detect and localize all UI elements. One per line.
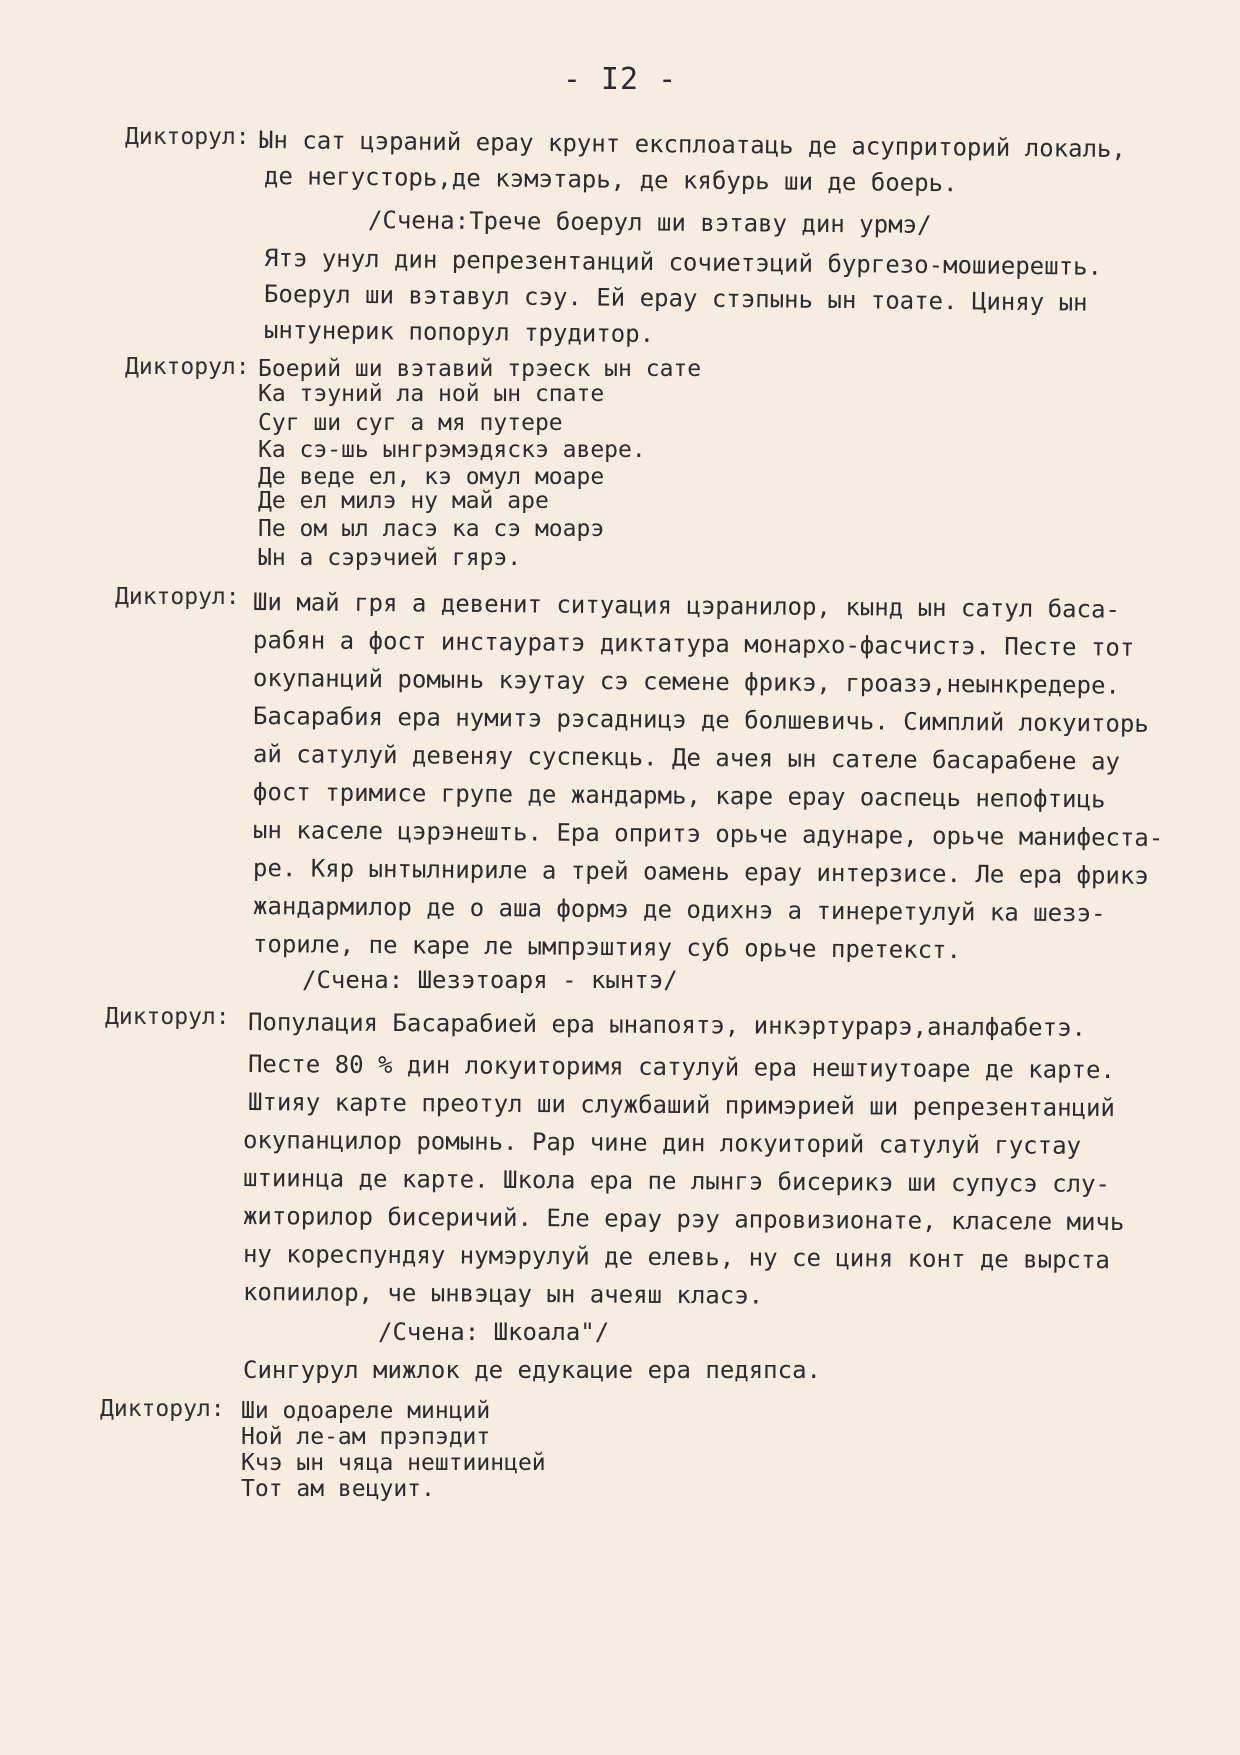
text-line: Популация Басарабией ера ынапоятэ, инкэртурарэ,аналфабетэ. bbox=[247, 1008, 1087, 1042]
verse-line: Ка сэ-шь ынгрэмэдяскэ авере. bbox=[258, 437, 646, 463]
text-line: копиилор, че ынвэцау ын ачеяш класэ. bbox=[242, 1278, 764, 1310]
text-line: жандармилор де о аша формэ де одихнэ а тинеретулуй ка шезэ- bbox=[252, 892, 1106, 928]
verse-line: Тот ам вецуит. bbox=[241, 1476, 435, 1502]
text-line: Ши май гря а девенит ситуация цэранилор, кынд ын сатул баса- bbox=[252, 588, 1121, 624]
text-line: Штияу карте преотул ши службаший примэрией ши репрезентанций bbox=[247, 1088, 1116, 1123]
text-line: Боерул ши вэтавул сэу. Ей ерау стэпынь ын тоате. Циняу ын bbox=[263, 280, 1088, 317]
speaker-label: Дикторул: bbox=[115, 584, 240, 610]
text-line: окупанцилор ромынь. Рар чине дин локуиторий сатулуй густау bbox=[242, 1126, 1082, 1160]
speaker-label: Дикторул: bbox=[125, 124, 250, 150]
speaker-label: Дикторул: bbox=[100, 1396, 225, 1422]
verse-line: Ка тэуний ла ной ын спате bbox=[258, 381, 605, 407]
verse-line: Суг ши суг а мя путере bbox=[258, 410, 563, 436]
stage-direction: /Счена: Шкоала"/ bbox=[378, 1318, 610, 1346]
text-line: штиинца де карте. Школа ера пе лынгэ бисерикэ ши супусэ слу- bbox=[242, 1164, 1111, 1199]
speaker-label: Дикторул: bbox=[105, 1004, 230, 1030]
verse-line: Ши одоареле минций bbox=[241, 1398, 491, 1424]
text-line: окупанций ромынь кэутау сэ семене фрикэ, гроазэ,неынкредере. bbox=[252, 664, 1121, 700]
text-line: Басарабия ера нумитэ рэсадницэ де болшевичь. Симплий локуиторь bbox=[252, 702, 1149, 738]
text-line: Песте 80 % дин локуиторимя сатулуй ера нештиутоаре де карте. bbox=[247, 1050, 1116, 1085]
text-line: ын каселе цэрэнешть. Ера опритэ орьче адунаре, орьче манифеста- bbox=[252, 816, 1164, 852]
speaker-label: Дикторул: bbox=[125, 354, 250, 380]
text-line: ре. Кяр ынтылнириле а трей оамень ерау интерзисе. Ле ера фрикэ bbox=[252, 854, 1149, 890]
text-line: де негусторь,де кэмэтарь, де кябурь ши де боерь. bbox=[263, 162, 958, 198]
verse-line: Ын а сэрэчией гярэ. bbox=[258, 545, 522, 571]
text-line: ай сатулуй девеняу суспекць. Де ачея ын сателе басарабене ау bbox=[252, 740, 1121, 776]
text-line: Ятэ унул дин репрезентанций сочиетэций бургезо-мошиерешть. bbox=[263, 244, 1103, 281]
verse-line: Пе ом ыл ласэ ка сэ моарэ bbox=[258, 516, 605, 542]
text-line: Сингурул мижлок де едукацие ера педяпса. bbox=[243, 1356, 821, 1384]
verse-line: Ной ле-ам прэпэдит bbox=[241, 1424, 491, 1450]
text-line: ториле, пе каре ле ымпрэштияу суб орьче претекст. bbox=[252, 930, 962, 965]
text-line: ну кореспундяу нумэрулуй де елевь, ну се циня конт де вырста bbox=[242, 1240, 1111, 1275]
text-line: ынтунерик попорул трудитор. bbox=[263, 316, 655, 349]
page-number: - I2 - bbox=[562, 62, 678, 97]
stage-direction: /Счена:Трече боерул ши вэтаву дин урмэ/ bbox=[367, 206, 932, 239]
text-line: Ын сат цэраний ерау крунт експлоатаць де асуприторий локаль, bbox=[258, 126, 1127, 164]
stage-direction: /Счена: Шезэтоаря - кынтэ/ bbox=[302, 966, 678, 994]
text-line: житорилор бисеричий. Еле ерау рэу апровизионате, класеле мичь bbox=[242, 1202, 1125, 1237]
text-line: рабян а фост инстауратэ диктатура монархо-фасчистэ. Песте тот bbox=[252, 626, 1135, 662]
verse-line: Де ел милэ ну май аре bbox=[258, 488, 549, 514]
text-line: фост тримисе групе де жандармь, каре ерау оаспець непофтиць bbox=[252, 778, 1106, 814]
verse-line: Кчэ ын чяца нештиинцей bbox=[241, 1450, 546, 1476]
verse-line: Де веде ел, кэ омул моаре bbox=[258, 464, 605, 490]
verse-line: Боерий ши вэтавий трэеск ын сате bbox=[258, 356, 702, 382]
